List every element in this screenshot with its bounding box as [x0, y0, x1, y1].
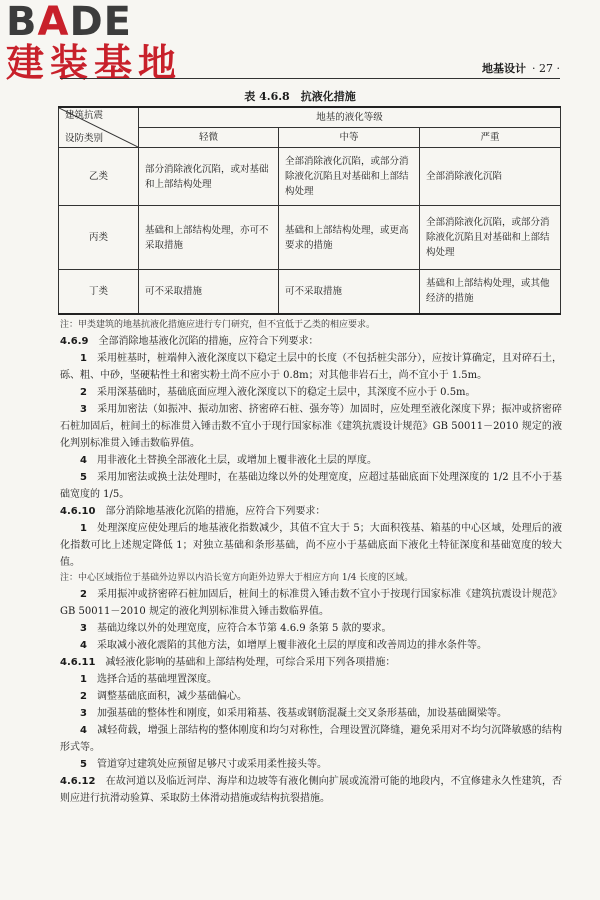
clause-item: 4 采取减小液化震陷的其他方法，如增厚上覆非液化土层的厚度和改善周边的排水条件等。 [80, 640, 487, 651]
section-title: 地基设计 [482, 62, 527, 75]
clause-4-6-10: 4.6.10 部分消除地基液化沉陷的措施，应符合下列要求： [60, 506, 326, 517]
clause-item: 3 采用加密法（如振冲、振动加密、挤密碎石桩、强夯等）加固时，应处理至液化深度下界；振冲或挤密碎石桩加固后，桩间土的标准贯入锤击数不宜小于现行国家标准《建筑抗震设计规范》GB 50011－2010 规定的液化判别标准贯入锤击数临界值。 [60, 404, 563, 449]
logo-latin: BADE [6, 0, 132, 45]
table-row [59, 206, 561, 270]
clause-item: 1 采用桩基时，桩端伸入液化深度以下稳定土层中的长度（不包括桩尖部分），应按计算确定，且对碎石土，砾、粗、中砂，坚硬粘性土和密实粉土尚不应小于 0.8m；对其他非岩石土，尚不宜小于 1.5m。 [60, 353, 563, 381]
clause-item: 5 管道穿过建筑处应预留足够尺寸或采用柔性接头等。 [80, 759, 327, 770]
corner-top-label: 建筑抗震 [65, 110, 104, 121]
clause-item: 5 采用加密法或换土法处理时，在基础边缘以外的处理宽度，应超过基础底面下处理深度的 1/2 且不小于基础宽度的 1/5。 [60, 472, 563, 500]
row-category: 丁类 [59, 270, 139, 314]
clause-4-6-12: 4.6.12 在故河道以及临近河岸、海岸和边坡等有液化侧向扩展或流滑可能的地段内，不宜修建永久性建筑，否则应进行抗滑动验算、采取防土体滑动措施或结构抗裂措施。 [60, 776, 563, 804]
corner-bottom-label: 设防类别 [65, 133, 104, 144]
table-cell: 基础和上部结构处理，亦可不采取措施 [139, 206, 279, 270]
logo [6, 2, 182, 84]
clause-item: 2 调整基础底面积，减少基础偏心。 [80, 691, 247, 702]
clause-item: 1 选择合适的基础埋置深度。 [80, 674, 217, 685]
liquefaction-measures-table [58, 106, 561, 315]
table-cell: 可不采取措施 [279, 270, 420, 314]
table-row [59, 270, 561, 314]
clause-item: 2 采用振冲或挤密碎石桩加固后，桩间土的标准贯入锤击数不宜小于按现行国家标准《建筑抗震设计规范》GB 50011－2010 规定的液化判别标准贯入锤击数临界值。 [60, 589, 563, 617]
column-header: 轻微 [139, 128, 279, 148]
table-cell: 全部消除液化沉陷，或部分消除液化沉陷且对基础和上部结构处理 [279, 148, 420, 206]
running-header [482, 60, 560, 76]
table-corner-header [59, 107, 139, 148]
clause-item: 4 用非液化土替换全部液化土层，或增加上覆非液化土层的厚度。 [80, 455, 377, 466]
clause-item: 4 减轻荷载，增强上部结构的整体刚度和均匀对称性，合理设置沉降缝，避免采用对不均匀沉降敏感的结构形式等。 [60, 725, 563, 753]
clause-item: 3 加强基础的整体性和刚度，如采用箱基、筏基或钢筋混凝土交叉条形基础，加设基础圈梁等。 [80, 708, 507, 719]
group-header: 地基的液化等级 [139, 107, 561, 128]
table-cell: 基础和上部结构处理，或其他经济的措施 [420, 270, 561, 314]
table-title: 表 4.6.8 抗液化措施 [244, 90, 356, 103]
clause-item: 1 处理深度应使处理后的地基液化指数减少，其值不宜大于 5；大面积筏基、箱基的中心区域，处理后的液化指数可比上述规定降低 1；对独立基础和条形基础，尚不应小于基础底面下液化土特征深度和基础宽度的较大值。 [60, 523, 562, 568]
row-category: 丙类 [59, 206, 139, 270]
clause-item: 3 基础边缘以外的处理宽度，应符合本节第 4.6.9 条第 5 款的要求。 [80, 623, 392, 634]
table-cell: 部分消除液化沉陷，或对基础和上部结构处理 [139, 148, 279, 206]
body-text [60, 318, 562, 807]
clause-item: 2 采用深基础时，基础底面应埋入液化深度以下的稳定土层中，其深度不应小于 0.5m。 [80, 387, 476, 398]
clause-4-6-11: 4.6.11 减轻液化影响的基础和上部结构处理，可综合采用下列各项措施： [60, 657, 396, 668]
table-note: 注：甲类建筑的地基抗液化措施应进行专门研究，但不宜低于乙类的相应要求。 [60, 320, 376, 330]
page-number: · 27 · [532, 62, 560, 75]
table-cell: 全部消除液化沉陷 [420, 148, 561, 206]
table-cell: 全部消除液化沉陷，或部分消除液化沉陷且对基础和上部结构处理 [420, 206, 561, 270]
table-row [59, 148, 561, 206]
logo-chinese: 建装基地 [6, 41, 183, 85]
clause-note: 注：中心区域指位于基础外边界以内沿长宽方向距外边界大于相应方向 1/4 长度的区域。 [60, 573, 414, 583]
table-cell: 可不采取措施 [139, 270, 279, 314]
row-category: 乙类 [59, 148, 139, 206]
clause-4-6-9: 4.6.9 全部消除地基液化沉陷的措施，应符合下列要求： [60, 336, 319, 347]
table-cell: 基础和上部结构处理，或更高要求的措施 [279, 206, 420, 270]
column-header: 严重 [420, 128, 561, 148]
header-rule [60, 78, 560, 79]
column-header: 中等 [279, 128, 420, 148]
